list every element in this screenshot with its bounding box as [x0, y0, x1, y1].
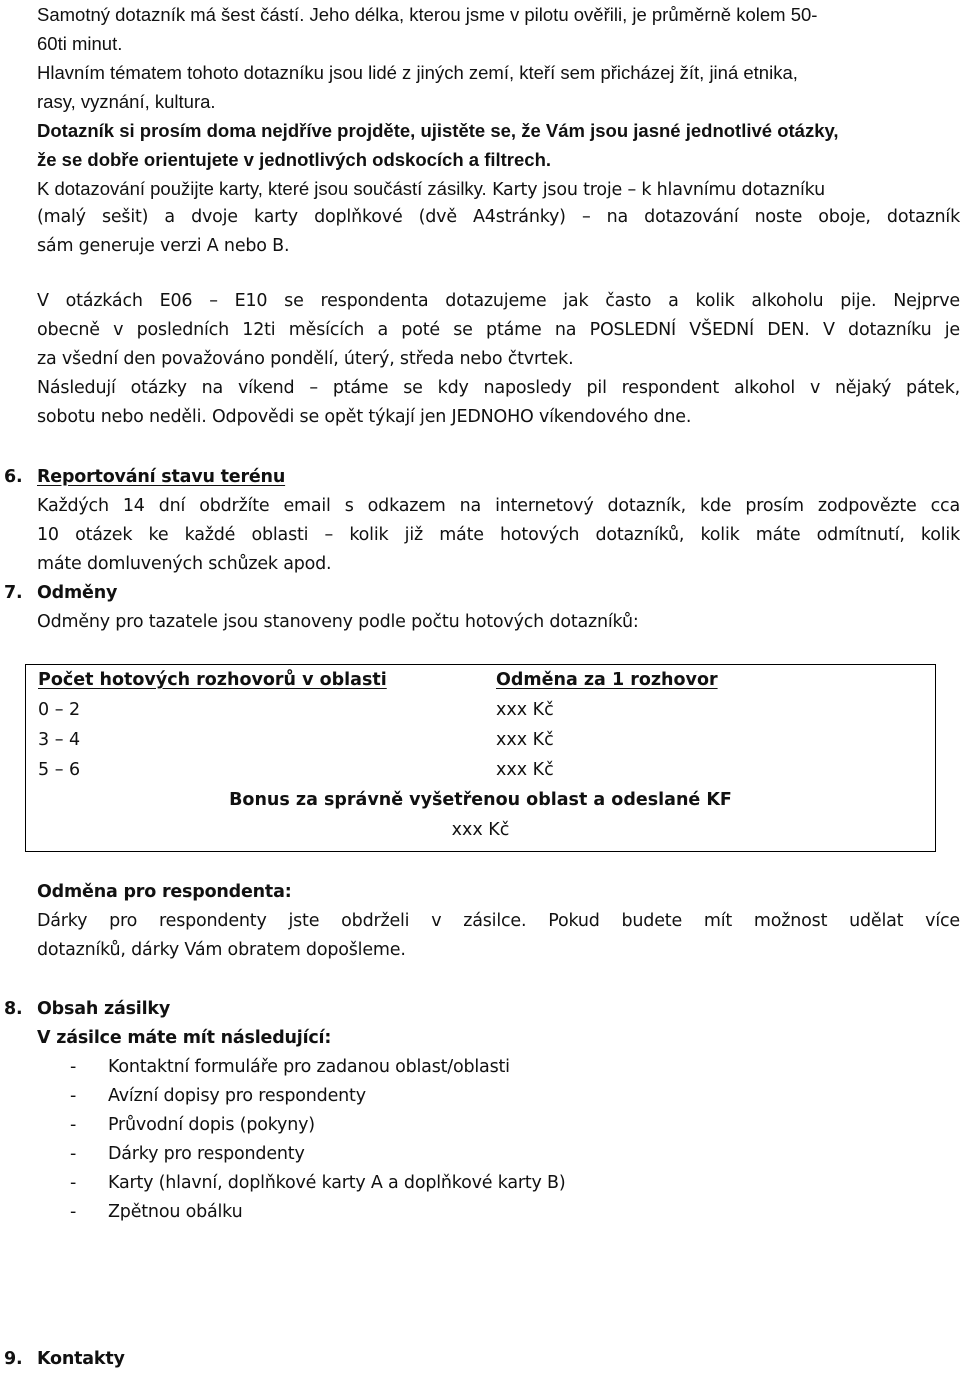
section-number: 6.	[4, 467, 23, 487]
list-item	[0, 1082, 960, 1111]
table-bonus-value-row	[26, 815, 936, 852]
cards-text-arial: K dotazování použijte karty, které jsou součástí zásilky.	[37, 178, 487, 199]
list-item-text: Avízní dopisy pro respondenty	[108, 1086, 366, 1106]
section-title: Odměny	[37, 583, 118, 603]
list-item	[0, 1111, 960, 1140]
table-row	[26, 725, 936, 755]
table-header-cell: Počet hotových rozhovorů v oblasti	[38, 670, 387, 690]
cards-line-1	[37, 174, 960, 205]
intro-line-4: rasy, vyznání, kultura.	[37, 91, 216, 112]
list-dash: -	[70, 1173, 77, 1193]
respondent-reward-line-1: Dárky pro respondenty jste obdrželi v zásilce. Pokud budete mít možnost udělat více	[37, 911, 960, 931]
alcohol-line-2	[37, 316, 960, 345]
alcohol-line-1b: Nejprve	[876, 291, 960, 311]
table-cell: 5 – 6	[38, 760, 81, 780]
section-title: Obsah zásilky	[37, 999, 171, 1019]
section-number: 9.	[4, 1349, 23, 1369]
cards-line-2: (malý sešit) a dvoje karty doplňkové (dvě A4stránky) – na dotazování noste oboje, dotazník	[37, 207, 960, 227]
section-number: 7.	[4, 583, 23, 603]
intro-line-2: 60ti minut.	[37, 33, 123, 54]
alcohol-line-5b: Odpovědi se opět týkají jen JEDNOHO víkendového dne.	[206, 407, 692, 427]
list-item	[0, 1053, 960, 1082]
list-dash: -	[70, 1202, 77, 1222]
alcohol-line-1	[37, 287, 960, 316]
bonus-label: Bonus za správně vyšetřenou oblast a odeslané KF	[229, 790, 732, 810]
list-dash: -	[70, 1057, 77, 1077]
cards-line-3: sám generuje verzi A nebo B.	[37, 236, 290, 256]
table-row	[26, 755, 936, 785]
section-6-line-2: 10 otázek ke každé oblasti – kolik již máte hotových dotazníků, kolik máte odmítnutí, kolik	[37, 525, 960, 545]
list-item	[0, 1198, 960, 1227]
list-item	[0, 1169, 960, 1198]
list-dash: -	[70, 1086, 77, 1106]
list-item-text: Zpětnou obálku	[108, 1202, 243, 1222]
table-header-cell: Odměna za 1 rozhovor	[496, 670, 718, 690]
list-item-text: Dárky pro respondenty	[108, 1144, 305, 1164]
bonus-value: xxx Kč	[451, 820, 510, 840]
section-6-line-3: máte domluvených schůzek apod.	[37, 554, 332, 574]
cards-text-calibri: Karty jsou troje – k hlavnímu dotazníku	[486, 180, 825, 200]
section-title: Reportování stavu terénu	[37, 467, 286, 487]
section-number: 8.	[4, 999, 23, 1019]
list-dash: -	[70, 1115, 77, 1135]
table-cell: xxx Kč	[496, 730, 554, 750]
list-item-text: Karty (hlavní, doplňkové karty A a doplňkové karty B)	[108, 1173, 566, 1193]
intro-line-3: Hlavním tématem tohoto dotazníku jsou lidé z jiných zemí, kteří sem přicházej žít, jiná etnika,	[37, 62, 798, 83]
alcohol-line-2b: V dotazníku je	[809, 320, 960, 340]
table-cell: 0 – 2	[38, 700, 81, 720]
table-cell: xxx Kč	[496, 700, 554, 720]
intro-bold-line-2: že se dobře orientujete v jednotlivých odskocích a filtrech.	[37, 149, 552, 170]
alcohol-line-5a: sobotu nebo neděli.	[37, 407, 207, 427]
table-cell: xxx Kč	[496, 760, 554, 780]
table-header-row	[26, 665, 936, 696]
section-title: Kontakty	[37, 1349, 125, 1369]
list-item-text: Kontaktní formuláře pro zadanou oblast/oblasti	[108, 1057, 510, 1077]
respondent-reward-line-2: dotazníků, dárky Vám obratem dopošleme.	[37, 940, 406, 960]
intro-bold-line-1: Dotazník si prosím doma nejdříve projděte, ujistěte se, že Vám jsou jasné jednotlivé otázky,	[37, 120, 839, 141]
package-subtitle: V zásilce máte mít následující:	[37, 1028, 332, 1048]
table-row	[26, 695, 936, 725]
alcohol-line-3: za všední den považováno pondělí, úterý, středa nebo čtvrtek.	[37, 349, 574, 369]
list-dash: -	[70, 1144, 77, 1164]
alcohol-line-4: Následují otázky na víkend – ptáme se kdy naposledy pil respondent alkohol v nějaký pátek,	[37, 378, 960, 398]
rewards-table	[25, 664, 936, 852]
alcohol-line-5	[37, 403, 960, 432]
list-item-text: Průvodní dopis (pokyny)	[108, 1115, 315, 1135]
table-bonus-row	[26, 785, 936, 815]
section-6-line-1: Každých 14 dní obdržíte email s odkazem na internetový dotazník, kde prosím zodpovězte cca	[37, 496, 960, 516]
intro-line-1: Samotný dotazník má šest částí. Jeho délka, kterou jsme v pilotu ověřili, je průměrně kolem 50-	[37, 4, 818, 25]
list-item	[0, 1140, 960, 1169]
table-cell: 3 – 4	[38, 730, 81, 750]
respondent-reward-title: Odměna pro respondenta:	[37, 882, 292, 902]
alcohol-line-2a: obecně v posledních 12ti měsících a poté se ptáme na POSLEDNÍ VŠEDNÍ DEN.	[37, 320, 810, 340]
alcohol-line-1a: V otázkách E06 – E10 se respondenta dotazujeme jak často a kolik alkoholu pije.	[37, 291, 877, 311]
rewards-intro: Odměny pro tazatele jsou stanoveny podle počtu hotových dotazníků:	[37, 612, 639, 632]
